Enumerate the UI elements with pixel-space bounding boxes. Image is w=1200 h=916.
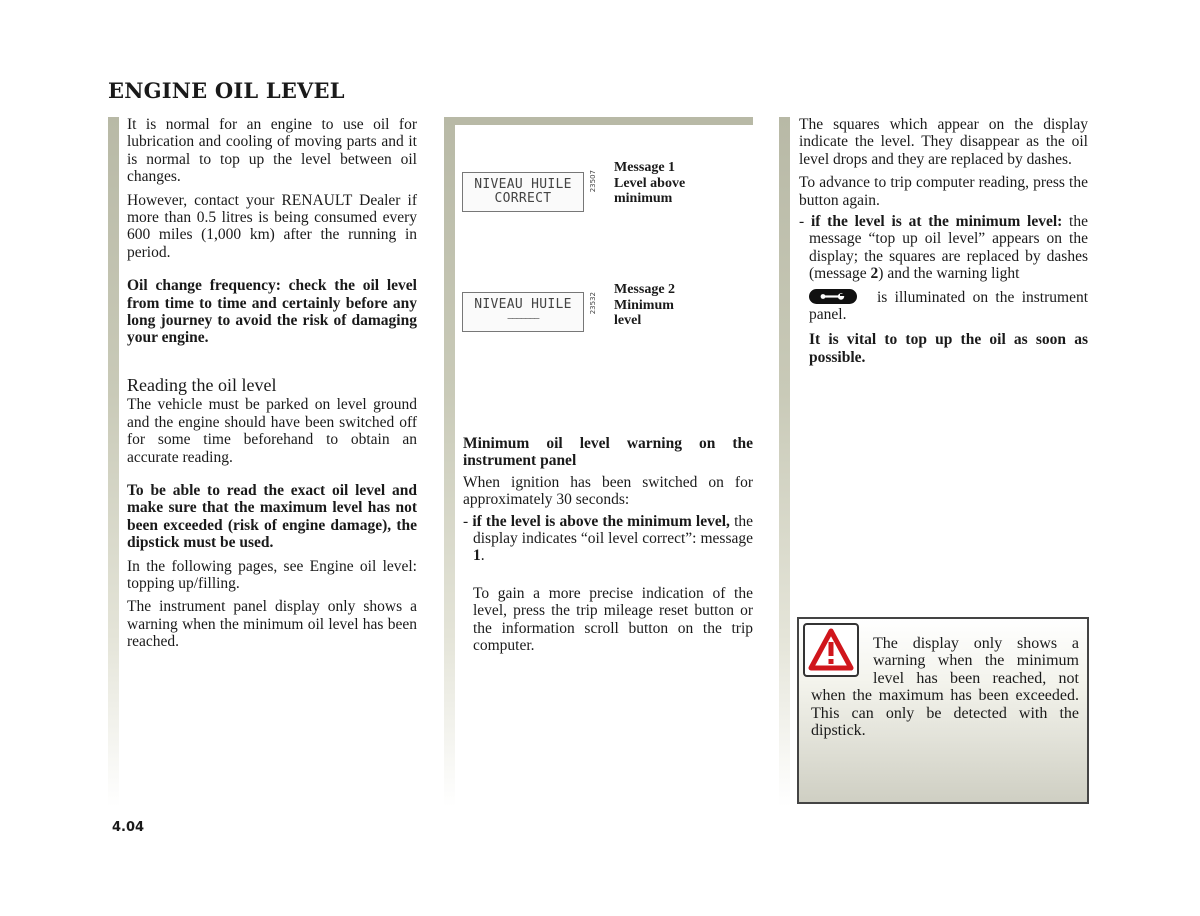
message-number: 1: [473, 547, 481, 565]
display-caption-2: Message 2 Minimum level: [614, 282, 676, 328]
figure-code: 23507: [589, 170, 597, 193]
section-heading: Minimum oil level warning on the instrument panel: [463, 435, 753, 470]
display-line: CORRECT: [494, 191, 552, 206]
column-1: [127, 116, 417, 657]
paragraph: To gain a more precise indication of the level, press the trip mileage reset button or the information scroll button on the trip computer.: [473, 584, 753, 655]
figure-code: 23532: [589, 292, 597, 315]
column-2-top-rule: [444, 117, 753, 125]
paragraph: However, contact your RENAULT Dealer if more than 0.5 litres is being consumed every 600 miles (1,000 km) after the running in period.: [127, 191, 417, 261]
paragraph-bold: Oil change frequency: check the oil level from time to time and certainly before any long journey to avoid the risk of damaging your engine.: [127, 277, 417, 347]
warning-text: [811, 635, 1079, 739]
oil-warning-light-icon: [809, 289, 857, 304]
column-3: [799, 116, 1088, 372]
list-item: - if the level is above the minimum level, the display indicates “oil level correct”: message 1.: [463, 512, 754, 565]
display-line: –––––––: [507, 314, 539, 324]
list-item-end: .: [480, 547, 485, 565]
list-item-text: ) and the warning light: [878, 265, 1020, 283]
paragraph: The squares which appear on the display indicate the level. They disappear as the oil level drops and they are replaced by dashes.: [799, 116, 1088, 168]
warning-box: [797, 617, 1089, 804]
column-3-bar: [779, 117, 790, 807]
paragraph: When ignition has been switched on for approximately 30 seconds:: [463, 473, 753, 509]
paragraph: In the following pages, see Engine oil level: topping up/filling.: [127, 557, 417, 592]
display-line: NIVEAU HUILE: [474, 177, 572, 192]
section-heading: Reading the oil level: [127, 374, 277, 395]
paragraph: The instrument panel display only shows a warning when the minimum oil level has been reached.: [127, 598, 417, 651]
list-item-bold: if the level is at the minimum level:: [810, 213, 1063, 231]
list-item-bold: if the level is above the minimum level,: [472, 512, 730, 530]
column-2: [463, 435, 753, 660]
page-number: 4.04: [112, 820, 145, 835]
paragraph: The vehicle must be parked on level ground and the engine should have been switched off for some time beforehand to obtain an accurate reading.: [127, 396, 417, 466]
display-line: NIVEAU HUILE: [474, 297, 572, 312]
warning-body: The display only shows a warning when the minimum level has been reached, not when the maximum has been exceeded. This can only be detected with the dipstick.: [811, 635, 1079, 740]
page-title: ENGINE OIL LEVEL: [108, 78, 345, 103]
list-item-text: the message “top up oil level” appears on the display; the squares are replaced by dashes (message: [809, 213, 1088, 283]
display-caption-1: Message 1 Level above minimum: [614, 160, 686, 206]
column-2-bar: [444, 117, 455, 807]
message-number: 2: [870, 265, 879, 283]
paragraph-bold: To be able to read the exact oil level and make sure that the maximum level has not been exceeded (risk of engine damage), the dipstick must be used.: [127, 481, 417, 552]
list-item-text: is illuminated on the instrument panel.: [809, 288, 1088, 324]
paragraph: To advance to trip computer reading, press the button again.: [799, 174, 1088, 209]
paragraph-bold: It is vital to top up the oil as soon as possible.: [809, 331, 1088, 366]
column-1-bar: [108, 117, 119, 807]
display-message-1: [462, 172, 584, 212]
list-item-text: the display indicates “oil level correct”: message: [473, 512, 754, 548]
paragraph: It is normal for an engine to use oil for lubrication and cooling of moving parts and it is normal to top up the level between oil changes.: [127, 116, 417, 186]
paragraph: [799, 289, 1088, 324]
list-item: - if the level is at the minimum level: the message “top up oil level” appears on the display; the squares are replaced by dashes (message 2) and the warning light: [799, 213, 1088, 283]
display-message-2: [462, 292, 584, 332]
